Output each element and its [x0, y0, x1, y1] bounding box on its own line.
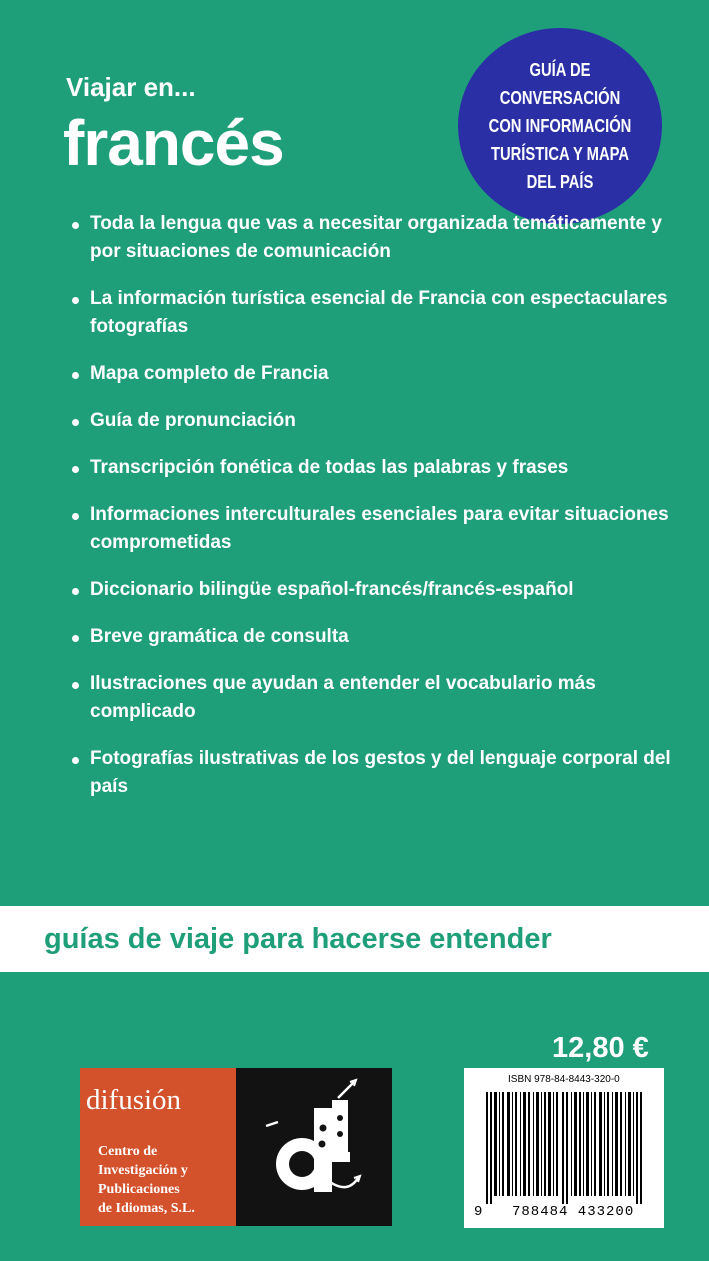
- bullet-icon: [72, 466, 79, 473]
- bullet-icon: [72, 297, 79, 304]
- bullet-icon: [72, 419, 79, 426]
- ean-digits: 788484 433200: [512, 1204, 635, 1220]
- feature-item: [70, 745, 680, 801]
- publisher-subtitle: [98, 1142, 238, 1218]
- bullet-icon: [72, 372, 79, 379]
- barcode-icon: [486, 1092, 648, 1204]
- feature-list: [70, 210, 680, 820]
- badge-text: GUÍA DE CONVERSACIÓN CON INFORMACIÓN TURÍSTICA Y MAPA DEL PAÍS: [488, 60, 632, 192]
- bullet-icon: [72, 635, 79, 642]
- bullet-icon: [72, 222, 79, 229]
- publisher-name: difusión: [86, 1084, 182, 1116]
- feature-text: Diccionario bilingüe español-francés/francés-español: [90, 579, 574, 600]
- series-title: Viajar en...: [66, 72, 196, 102]
- feature-item: [70, 454, 680, 482]
- bullet-icon: [72, 757, 79, 764]
- feature-item: [70, 360, 680, 388]
- bullet-icon: [72, 513, 79, 520]
- price: 12,80 €: [552, 1032, 649, 1064]
- feature-text: Guía de pronunciación: [90, 410, 296, 431]
- feature-text: Transcripción fonética de todas las palabras y frases: [90, 457, 569, 478]
- feature-text: Fotografías ilustrativas de los gestos y del lenguaje corporal del país: [90, 748, 671, 797]
- ean-first-digit: 9: [474, 1204, 483, 1220]
- isbn-text: ISBN 978-84-8443-320-0: [508, 1074, 620, 1085]
- feature-item: [70, 576, 680, 604]
- publisher-name-panel: [80, 1068, 236, 1226]
- publisher-subtitle-line: Centro de: [98, 1144, 158, 1159]
- feature-item: [70, 670, 680, 726]
- tagline: guías de viaje para hacerse entender: [44, 922, 552, 955]
- tagline-bar: [0, 906, 709, 972]
- bullet-icon: [72, 588, 79, 595]
- feature-item: [70, 285, 680, 341]
- guide-badge: [458, 28, 662, 224]
- feature-text: Breve gramática de consulta: [90, 626, 349, 647]
- feature-item: [70, 210, 680, 266]
- feature-text: La información turística esencial de Francia con espectaculares fotografías: [90, 288, 668, 337]
- feature-text: Toda la lengua que vas a necesitar organizada temáticamente y por situaciones de comunicación: [90, 213, 662, 262]
- feature-text: Mapa completo de Francia: [90, 363, 329, 384]
- feature-text: Informaciones interculturales esenciales para evitar situaciones comprometidas: [90, 504, 669, 553]
- book-title: francés: [63, 107, 284, 179]
- feature-item: [70, 407, 680, 435]
- publisher-emblem-icon: [236, 1068, 392, 1226]
- feature-item: [70, 501, 680, 557]
- publisher-emblem-panel: [236, 1068, 392, 1226]
- barcode-area: [464, 1068, 664, 1228]
- publisher-subtitle-line: de Idiomas, S.L.: [98, 1201, 195, 1216]
- bullet-icon: [72, 682, 79, 689]
- publisher-subtitle-line: Publicaciones: [98, 1182, 180, 1197]
- publisher-logo: [80, 1068, 392, 1226]
- feature-item: [70, 623, 680, 651]
- publisher-subtitle-line: Investigación y: [98, 1163, 188, 1178]
- feature-text: Ilustraciones que ayudan a entender el vocabulario más complicado: [90, 673, 596, 722]
